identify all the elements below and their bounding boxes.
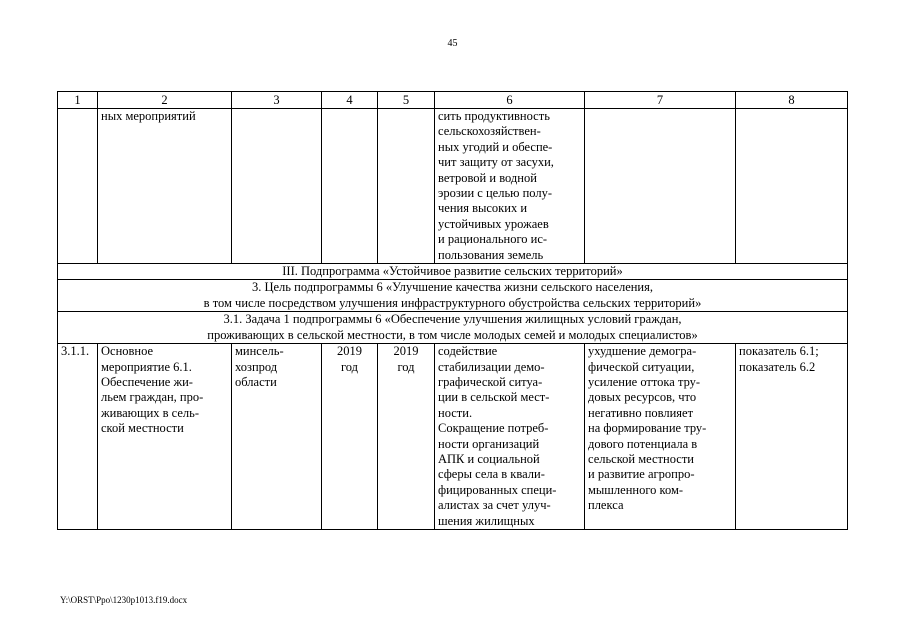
table-cell [322, 109, 378, 264]
table-cell [585, 344, 736, 530]
continuation-row [58, 109, 848, 264]
cell-text: сить продуктивность сельскохозяйствен- ных угодий и обеспе- чит защиту от засухи, ветровой и водной эрозии с целью полу- чения высоких и устойчивых урожаев и рационального ис- пользования земель [438, 109, 554, 262]
column-header: 3 [232, 92, 322, 109]
column-header: 1 [58, 92, 98, 109]
table-cell [322, 344, 378, 530]
table-cell [736, 344, 848, 530]
row-number: 3.1.1. [61, 344, 90, 359]
column-header: 4 [322, 92, 378, 109]
column-header: 8 [736, 92, 848, 109]
goal-title-row [58, 280, 848, 312]
expected-result: содействие стабилизации демо- графической ситуа- ции в сельской мест- ности. Сокращение потреб- ности организаций АПК и социальной сферы села в квали- фицированных специ- алистах за счет улуч- шения жилищных [438, 344, 557, 528]
section-title: III. Подпрограмма «Устойчивое развитие сельских территорий» [58, 264, 848, 280]
column-header: 5 [378, 92, 435, 109]
table-cell [58, 109, 98, 264]
end-year: 2019 год [393, 344, 419, 374]
table-row [58, 344, 848, 530]
table-cell [435, 109, 585, 264]
table-cell [585, 109, 736, 264]
table-cell [98, 344, 232, 530]
column-number-row [58, 92, 848, 109]
page-number: 45 [447, 38, 458, 49]
table-cell [232, 109, 322, 264]
table-cell [232, 344, 322, 530]
task-title: 3.1. Задача 1 подпрограммы 6 «Обеспечение улучшения жилищных условий граждан, проживающих в сельской местности, в том числе молодых семей и молодых специалистов» [58, 312, 848, 344]
measure-name: Основное мероприятие 6.1. Обеспечение жи- льем граждан, про- живающих в сель- ской местности [101, 344, 204, 436]
responsible-executor: минсель- хозпрод области [235, 344, 284, 389]
table-cell [98, 109, 232, 264]
goal-title: 3. Цель подпрограммы 6 «Улучшение качества жизни сельского населения, в том числе посредством улучшения инфраструктурного обустройства сельских территорий» [58, 280, 848, 312]
column-header: 7 [585, 92, 736, 109]
column-header: 6 [435, 92, 585, 109]
column-header: 2 [98, 92, 232, 109]
table-cell [736, 109, 848, 264]
table-cell [378, 344, 435, 530]
table-cell [378, 109, 435, 264]
section-title-row [58, 264, 848, 280]
table-cell [435, 344, 585, 530]
start-year: 2019 год [337, 344, 362, 374]
related-indicators: показатель 6.1; показатель 6.2 [739, 344, 819, 374]
table-cell [58, 344, 98, 530]
task-title-row [58, 312, 848, 344]
consequences: ухудшение демогра- фической ситуации, усиление оттока тру- довых ресурсов, что негативно повлияет на формирование тру- дового потенциала в сельской местности и развитие агропро- мышленного ком- плекса [588, 344, 707, 513]
program-table [57, 91, 848, 530]
file-path-footer: Y:\ORST\Ppo\1230p1013.f19.docx [60, 595, 188, 605]
cell-text: ных мероприятий [101, 109, 196, 123]
